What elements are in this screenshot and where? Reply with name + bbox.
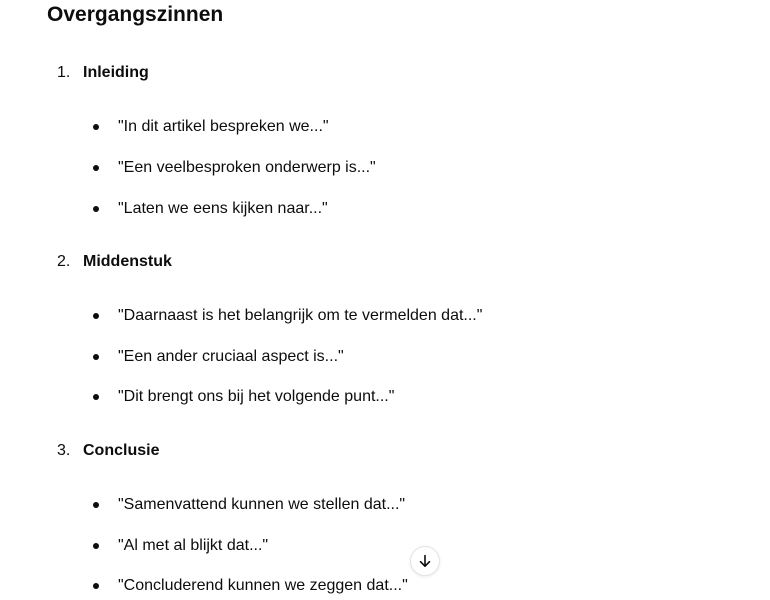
list-section-middenstuk: [57, 250, 737, 405]
section-number: 2.: [57, 253, 71, 270]
list-item-text: "Concluderend kunnen we zeggen dat...": [118, 577, 408, 594]
arrow-down-icon: [417, 553, 433, 569]
section-title: Middenstuk: [83, 253, 172, 270]
page-title: Overgangszinnen: [47, 3, 224, 26]
bullet-icon: [93, 124, 99, 130]
section-number: 3.: [57, 442, 71, 459]
list-section-inleiding: [57, 61, 737, 217]
list-item-text: "Laten we eens kijken naar...": [118, 200, 328, 217]
section-title: Inleiding: [83, 64, 149, 81]
section-title: Conclusie: [83, 442, 160, 459]
list-item-text: "In dit artikel bespreken we...": [118, 118, 329, 135]
list-item-text: "Een veelbesproken onderwerp is...": [118, 159, 376, 176]
list-item-text: "Al met al blijkt dat...": [118, 537, 269, 554]
bullet-icon: [93, 354, 99, 360]
list-item-text: "Dit brengt ons bij het volgende punt...": [118, 388, 395, 405]
list-section-conclusie: [57, 439, 737, 594]
list-item-text: "Daarnaast is het belangrijk om te vermelden dat...": [118, 307, 483, 324]
scroll-to-bottom-button[interactable]: [410, 546, 440, 576]
bullet-icon: [93, 502, 99, 508]
section-heading: [57, 61, 737, 85]
bullet-icon: [93, 543, 99, 549]
section-heading: [57, 250, 737, 274]
section-heading: [57, 439, 737, 463]
list-item-text: "Een ander cruciaal aspect is...": [118, 348, 344, 365]
section-number: 1.: [57, 64, 71, 81]
bullet-icon: [93, 583, 99, 589]
bullet-icon: [93, 394, 99, 400]
bullet-icon: [93, 165, 99, 171]
list-item-text: "Samenvattend kunnen we stellen dat...": [118, 496, 406, 513]
bullet-icon: [93, 313, 99, 319]
bullet-icon: [93, 206, 99, 212]
